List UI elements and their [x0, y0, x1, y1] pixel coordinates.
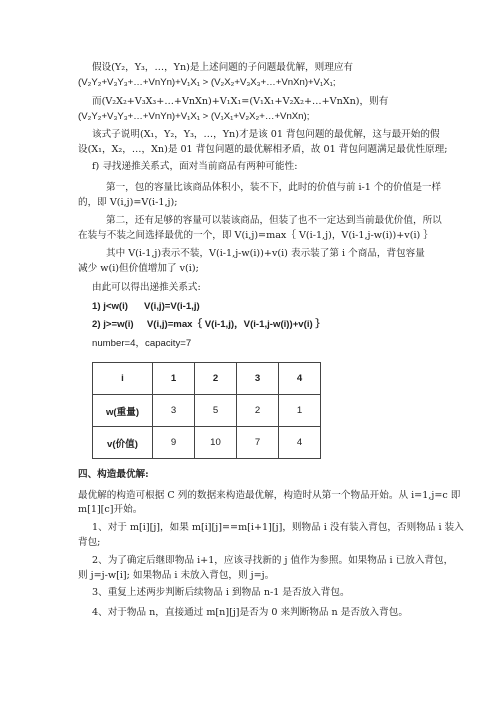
- para3-line1: 该式子说明(X₁，Y₂，Y₃，…，Yn)才是该 01 背包问题的最优解，这与最开始的假: [92, 129, 440, 140]
- table-cell: 10: [195, 427, 237, 459]
- item2-line1: 2、为了确定后继即物品 i+1，应该寻找新的 j 值作为参照。如果物品 i 已放入背包，: [92, 555, 454, 566]
- explain-line2: 减少 w(i)但价值增加了 v(i);: [78, 263, 199, 274]
- table-header-cell: 3: [237, 363, 279, 395]
- para2-line1: 而(V₂X₂+V₃X₃+…+VnXn)+V₁X₁=(V₁X₁+V₂X₂+…+VnXn)，则有: [92, 96, 389, 107]
- table-cell: 1: [279, 395, 321, 427]
- table-row: [93, 427, 321, 459]
- formula-1: 1) j<w(i) V(i,j)=V(i-1,j): [92, 301, 200, 312]
- table-cell: 9: [153, 427, 195, 459]
- knapsack-items-table: [92, 362, 321, 459]
- item2-line2: 则 j=j-w[i]; 如果物品 i 未放入背包，则 j=j。: [78, 570, 275, 581]
- table-cell: 3: [153, 395, 195, 427]
- table-header-row: [93, 363, 321, 395]
- case1-line2: 的，即 V(i,j)=V(i-1,j);: [78, 197, 178, 208]
- params-line: number=4，capacity=7: [92, 338, 192, 349]
- table-header-cell: 4: [279, 363, 321, 395]
- section4-intro-line2: m[1][c]开始。: [78, 504, 143, 515]
- para2-line2: (V₂Y₂+V₃Y₃+…+VnYn)+V₁X₁ > (V₁X₁+V₂X₂+…+VnXn);: [78, 111, 310, 122]
- section4-title: 四、构造最优解:: [78, 469, 149, 480]
- case1-line1: 第一，包的容量比该商品体积小，装不下，此时的价值与前 i-1 个的价值是一样: [106, 182, 442, 193]
- table-row: [93, 395, 321, 427]
- table-header-cell: 2: [195, 363, 237, 395]
- section4-intro-line1: 最优解的构造可根据 C 列的数据来构造最优解，构造时从第一个物品开始。从 i=1,j=c 即: [78, 490, 461, 501]
- case2-line2: 在装与不装之间选择最优的一个，即 V(i,j)=max｛ V(i-1,j)，V(i-1,j-w(i))+v(i) ｝: [78, 230, 433, 241]
- formula-2: 2) j>=w(i) V(i,j)=max｛ V(i-1,j)，V(i-1,j-w(i))+v(i) ｝: [92, 319, 325, 330]
- explain-line1: 其中 V(i-1,j)表示不装，V(i-1,j-w(i))+v(i) 表示装了第 i 个商品，背包容量: [106, 248, 425, 259]
- para1-line2: (V₂Y₂+V₃Y₃+…+VnYn)+V₁X₁ > (V₂X₂+V₃X₃+…+VnXn)+V₁X₁;: [78, 77, 336, 88]
- para3-line2: 设(X₁，X₂，…，Xn)是 01 背包问题的最优解相矛盾，故 01 背包问题满足最优性原理;: [78, 144, 448, 155]
- table-header-cell: 1: [153, 363, 195, 395]
- table-cell: 5: [195, 395, 237, 427]
- table-header-cell: i: [93, 363, 153, 395]
- table-row-label: v(价值): [93, 427, 153, 459]
- case2-line1: 第二，还有足够的容量可以装该商品，但装了也不一定达到当前最优价值，所以: [106, 215, 442, 226]
- table-row-label: w(重量): [93, 395, 153, 427]
- table-cell: 4: [279, 427, 321, 459]
- item1-line2: 背包;: [78, 537, 101, 548]
- table-cell: 2: [237, 395, 279, 427]
- item3-line: 3、重复上述两步判断后续物品 i 到物品 n-1 是否放入背包。: [92, 587, 350, 598]
- table-cell: 7: [237, 427, 279, 459]
- derive-intro: 由此可以得出递推关系式:: [92, 282, 201, 293]
- para1-line1: 假设(Y₂，Y₃，…，Yn)是上述问题的子问题最优解，则理应有: [92, 62, 354, 73]
- step-f-heading: f) 寻找递推关系式，面对当前商品有两种可能性:: [92, 161, 298, 172]
- item1-line1: 1、对于 m[i][j]，如果 m[i][j]==m[i+1][j]，则物品 i 没有装入背包，否则物品 i 装入: [92, 522, 464, 533]
- item4-line: 4、对于物品 n，直接通过 m[n][j]是否为 0 来判断物品 n 是否放入背包。: [92, 607, 408, 618]
